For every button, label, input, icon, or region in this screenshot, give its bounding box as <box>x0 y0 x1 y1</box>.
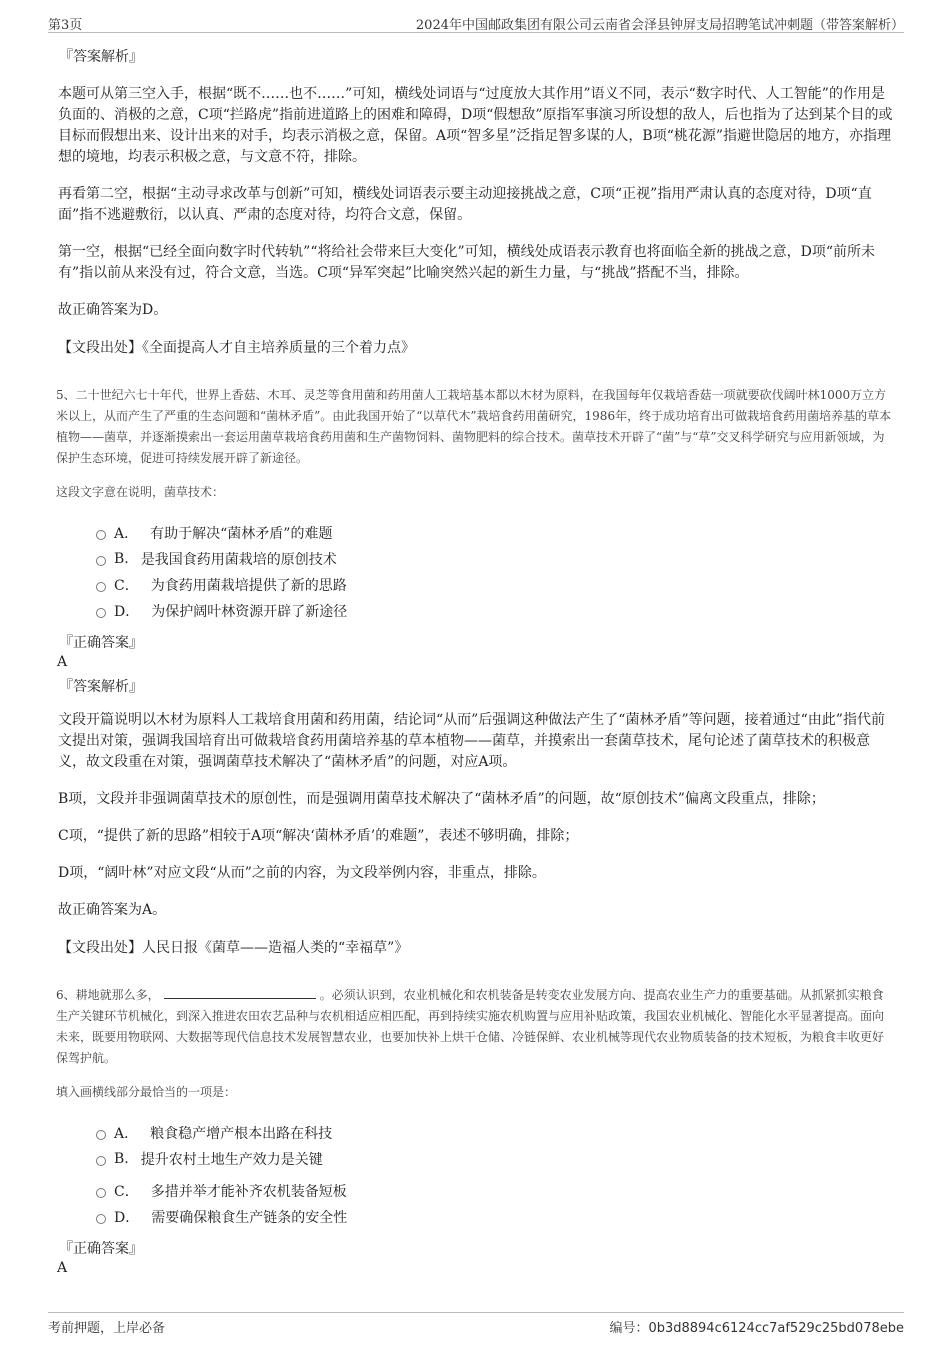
analysis-paragraph: 本题可从第三空入手，根据“既不……也不……”可知，横线处词语与“过度放大其作用”语义不同，表示“数字时代、人工智能”的作用是负面的、消极的之意，C项“拦路虎”指前进道路上的困难和障碍，D项“假想敌”原指军事演习所设想的敌人，后也指为了达到某个目的或目标而假想出来、设计出来的对手，均表示消极之意，保留。A项“智多星”泛指足智多谋的人，B项“桃花源”指避世隐居的地方，亦指理想的境地，均表示积极之意，与文意不符，排除。 <box>58 86 893 165</box>
analysis-paragraph: 第一空，根据“已经全面向数字时代转轨”“将给社会带来巨大变化”可知，横线处成语表示教育也将面临全新的挑战之意，D项“前所未有”指以前从来没有过，符合文意，当选。C项“异军突起”比喻突然兴起的新生力量，与“挑战”搭配不当，排除。 <box>58 244 876 281</box>
analysis-label: 『答案解析』 <box>59 679 143 695</box>
correct-answer: A <box>57 654 68 670</box>
analysis-conclusion: 故正确答案为D。 <box>58 302 168 318</box>
correct-answer-label: 『正确答案』 <box>59 635 143 651</box>
option-d[interactable]: D． 为保护阔叶林资源开辟了新途径 <box>96 598 894 624</box>
analysis-paragraph: 文段开篇说明以木材为原料人工栽培食用菌和药用菌，结论词“从而”后强调这种做法产生了“菌林矛盾”等问题，接着通过“由此”指代前文提出对策，强调我国培育出可做栽培食药用菌培养基的草本植物——菌草，并摸索出一套菌草技术，尾句论述了菌草技术的积极意义，故文段重在对策，强调菌草技术解决了“菌林矛盾”的问题，对应A项。 <box>58 712 885 770</box>
analysis-paragraph: C项，“提供了新的思路”相较于A项“解决‘菌林矛盾’的难题”，表述不够明确，排除； <box>58 828 579 844</box>
question-6-text: 6、耕地就那么多， 。必须认识到，农业机械化和农机装备是转变农业发展方向、提高农业生产力的重要基础。从抓紧抓实粮食生产关键环节机械化，到深入推进农田农艺品种与农机相适应相匹配，再到持续实施农机购置与应用补贴政策，我国农业机械化、智能化水平显著提高。面向未来，既要用物联网、大数据等现代信息技术发展智慧农业，也要加快补上烘干仓储、冷链保鲜、农业机械等现代农业物质装备的技术短板，为粮食丰收更好保驾护航。 <box>56 985 894 1069</box>
question-6-prompt: 填入画横线部分最恰当的一项是： <box>56 1085 237 1099</box>
question-5-options <box>96 520 894 624</box>
radio-icon[interactable] <box>96 530 106 540</box>
option-c[interactable]: C． 多措并举才能补齐农机装备短板 <box>96 1178 894 1204</box>
radio-icon[interactable] <box>96 1156 106 1166</box>
radio-icon[interactable] <box>96 1214 106 1224</box>
analysis-label: 『答案解析』 <box>59 49 143 65</box>
analysis-paragraph: B项，文段并非强调菌草技术的原创性，而是强调用菌草技术解决了“菌林矛盾”的问题，故“原创技术”偏离文段重点，排除； <box>58 791 825 807</box>
question-5-text: 5、二十世纪六七十年代，世界上香菇、木耳、灵芝等食用菌和药用菌人工栽培基本都以木材为原料，在我国每年仅栽培香菇一项就要砍伐阔叶林1000万立方米以上，从而产生了严重的生态问题和“菌林矛盾”。由此我国开始了“以草代木”栽培食药用菌研究，1986年，终于成功培育出可做栽培食药用菌培养基的草本植物——菌草，并逐渐摸索出一套运用菌草栽培食药用菌和生产菌物饲料、菌物肥料的综合技术。菌草技术开辟了“菌”与“草”交叉科学研究与应用新领域，为保护生态环境，促进可持续发展开辟了新途径。 <box>56 388 892 465</box>
correct-answer-label: 『正确答案』 <box>59 1241 143 1257</box>
option-a[interactable]: A． 粮食稳产增产根本出路在科技 <box>96 1120 894 1146</box>
page-header <box>48 12 904 33</box>
option-c[interactable]: C． 为食药用菌栽培提供了新的思路 <box>96 572 894 598</box>
document-content <box>56 46 894 1282</box>
answer-blank <box>164 985 316 999</box>
analysis-paragraph: 再看第二空，根据“主动寻求改革与创新”可知，横线处词语表示要主动迎接挑战之意，C项“正视”指用严肃认真的态度对待，D项“直面”指不逃避敷衍，以认真、严肃的态度对待，均符合文意，保留。 <box>58 186 872 223</box>
document-code: 编号：0b3d8894c6124cc7af529c25bd078ebe <box>609 1321 904 1336</box>
footer-slogan: 考前押题，上岸必备 <box>48 1321 166 1336</box>
page-number: 第3页 <box>48 18 83 33</box>
analysis-paragraph: D项，“阔叶林”对应文段“从而”之前的内容，为文段举例内容，非重点，排除。 <box>58 865 546 881</box>
option-b[interactable]: B. 是我国食药用菌栽培的原创技术 <box>96 546 894 572</box>
question-6-options <box>96 1120 894 1230</box>
correct-answer: A <box>57 1260 68 1276</box>
radio-icon[interactable] <box>96 1188 106 1198</box>
radio-icon[interactable] <box>96 556 106 566</box>
option-b[interactable]: B. 提升农村土地生产效力是关键 <box>96 1146 894 1172</box>
document-title: 2024年中国邮政集团有限公司云南省会泽县钟屏支局招聘笔试冲刺题（带答案解析） <box>415 18 904 33</box>
radio-icon[interactable] <box>96 608 106 618</box>
option-a[interactable]: A． 有助于解决“菌林矛盾”的难题 <box>96 520 894 546</box>
option-d[interactable]: D． 需要确保粮食生产链条的安全性 <box>96 1204 894 1230</box>
page-footer <box>48 1312 904 1335</box>
question-5-prompt: 这段文字意在说明，菌草技术： <box>56 485 225 499</box>
analysis-conclusion: 故正确答案为A。 <box>58 902 167 918</box>
passage-source: 【文段出处】人民日报《菌草——造福人类的“幸福草”》 <box>58 940 409 956</box>
passage-source: 【文段出处】《全面提高人才自主培养质量的三个着力点》 <box>58 340 415 356</box>
radio-icon[interactable] <box>96 1130 106 1140</box>
radio-icon[interactable] <box>96 582 106 592</box>
